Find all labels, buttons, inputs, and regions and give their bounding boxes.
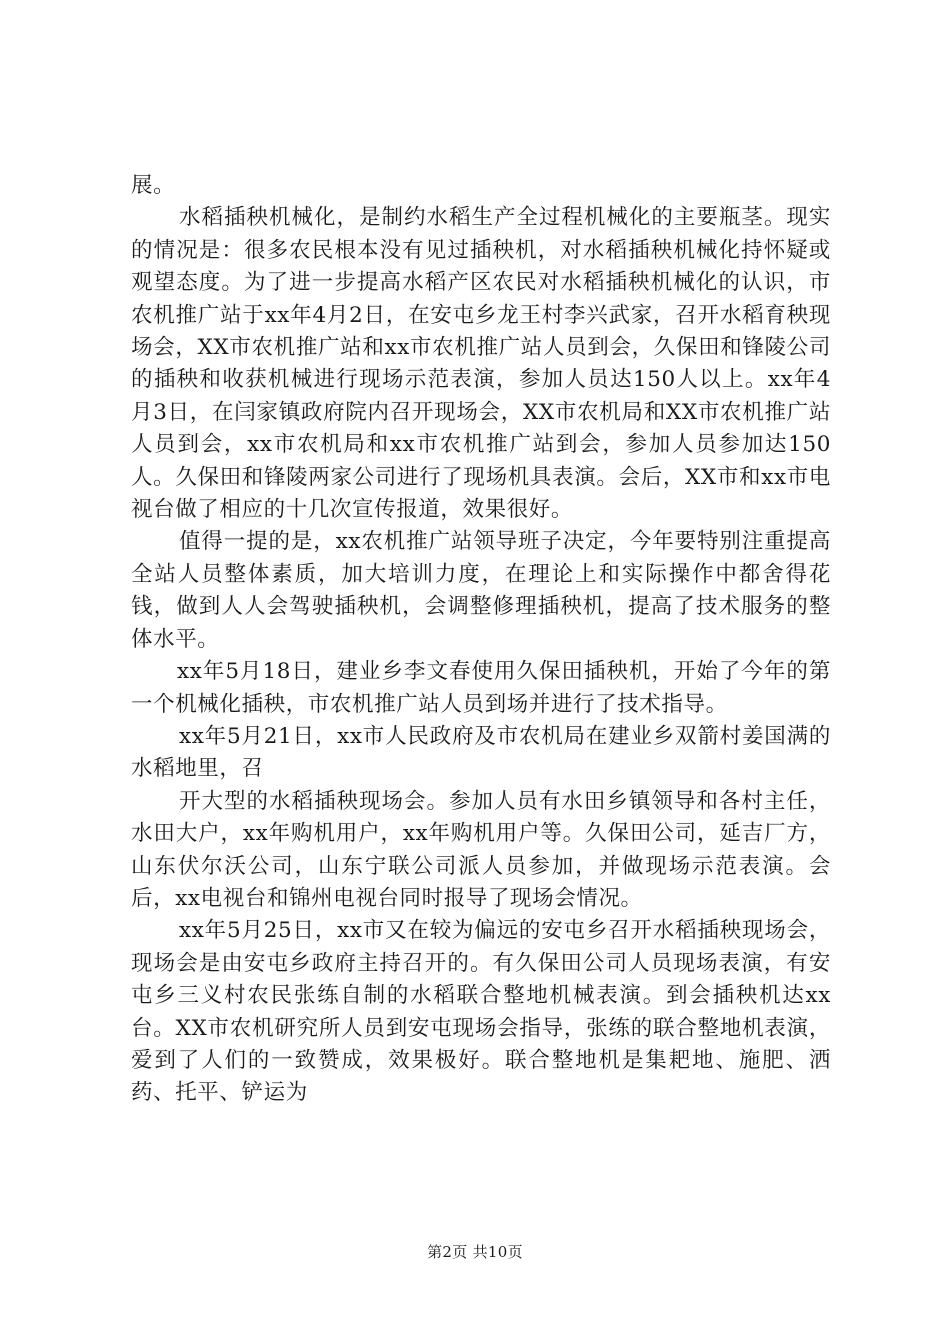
paragraph-field-meeting: 开大型的水稻插秧现场会。参加人员有水田乡镇领导和各村主任，水田大户，xx年购机用户，xx年购机用户等。久保田公司，延吉厂方，山东伏尔沃公司，山东宁联公司派人员参加，并做现场示范表演。会后，xx电视台和锦州电视台同时报导了现场会情况。 bbox=[131, 788, 831, 911]
document-body bbox=[131, 170, 831, 1110]
paragraph-rice-transplanting: 水稻插秧机械化，是制约水稻生产全过程机械化的主要瓶茎。现实的情况是：很多农民根本没有见过插秧机，对水稻插秧机械化持怀疑或观望态度。为了进一步提高水稻产区农民对水稻插秧机械化的认识，市农机推广站于xx年4月2日，在安屯乡龙王村李兴武家，召开水稻育秧现场会，XX市农机推广站和xx市农机推广站人员到会，久保田和锋陵公司的插秧和收获机械进行现场示范表演，参加人员达150人以上。xx年4月3日，在闫家镇政府院内召开现场会，XX市农机局和XX市农机推广站人员到会，xx市农机局和xx市农机推广站到会，参加人员参加达150人。久保田和锋陵两家公司进行了现场机具表演。会后，XX市和xx市电视台做了相应的十几次宣传报道，效果很好。 bbox=[131, 205, 831, 523]
page-number: 第2页 共10页 bbox=[427, 1243, 523, 1261]
paragraph-training: 值得一提的是，xx农机推广站领导班子决定，今年要特别注重提高全站人员整体素质，加大培训力度，在理论上和实际操作中都舍得花钱，做到人人会驾驶插秧机，会调整修理插秧机，提高了技术服务的整体水平。 bbox=[131, 529, 831, 652]
paragraph-may-25: xx年5月25日，xx市又在较为偏远的安屯乡召开水稻插秧现场会，现场会是由安屯乡政府主持召开的。有久保田公司人员现场表演，有安屯乡三义村农民张练自制的水稻联合整地机械表演。到会插秧机达xx台。XX市农机研究所人员到安屯现场会指导，张练的联合整地机表演，爱到了人们的一致赞成，效果极好。联合整地机是集耙地、施肥、洒药、托平、铲运为 bbox=[131, 918, 831, 1106]
paragraph-may-21: xx年5月21日，xx市人民政府及市农机局在建业乡双箭村姜国满的水稻地里，召 bbox=[131, 723, 831, 782]
paragraph-continuation: 展。 bbox=[131, 173, 176, 198]
paragraph-may-18: xx年5月18日，建业乡李文春使用久保田插秧机，开始了今年的第一个机械化插秧，市农机推广站人员到场并进行了技术指导。 bbox=[131, 659, 831, 717]
